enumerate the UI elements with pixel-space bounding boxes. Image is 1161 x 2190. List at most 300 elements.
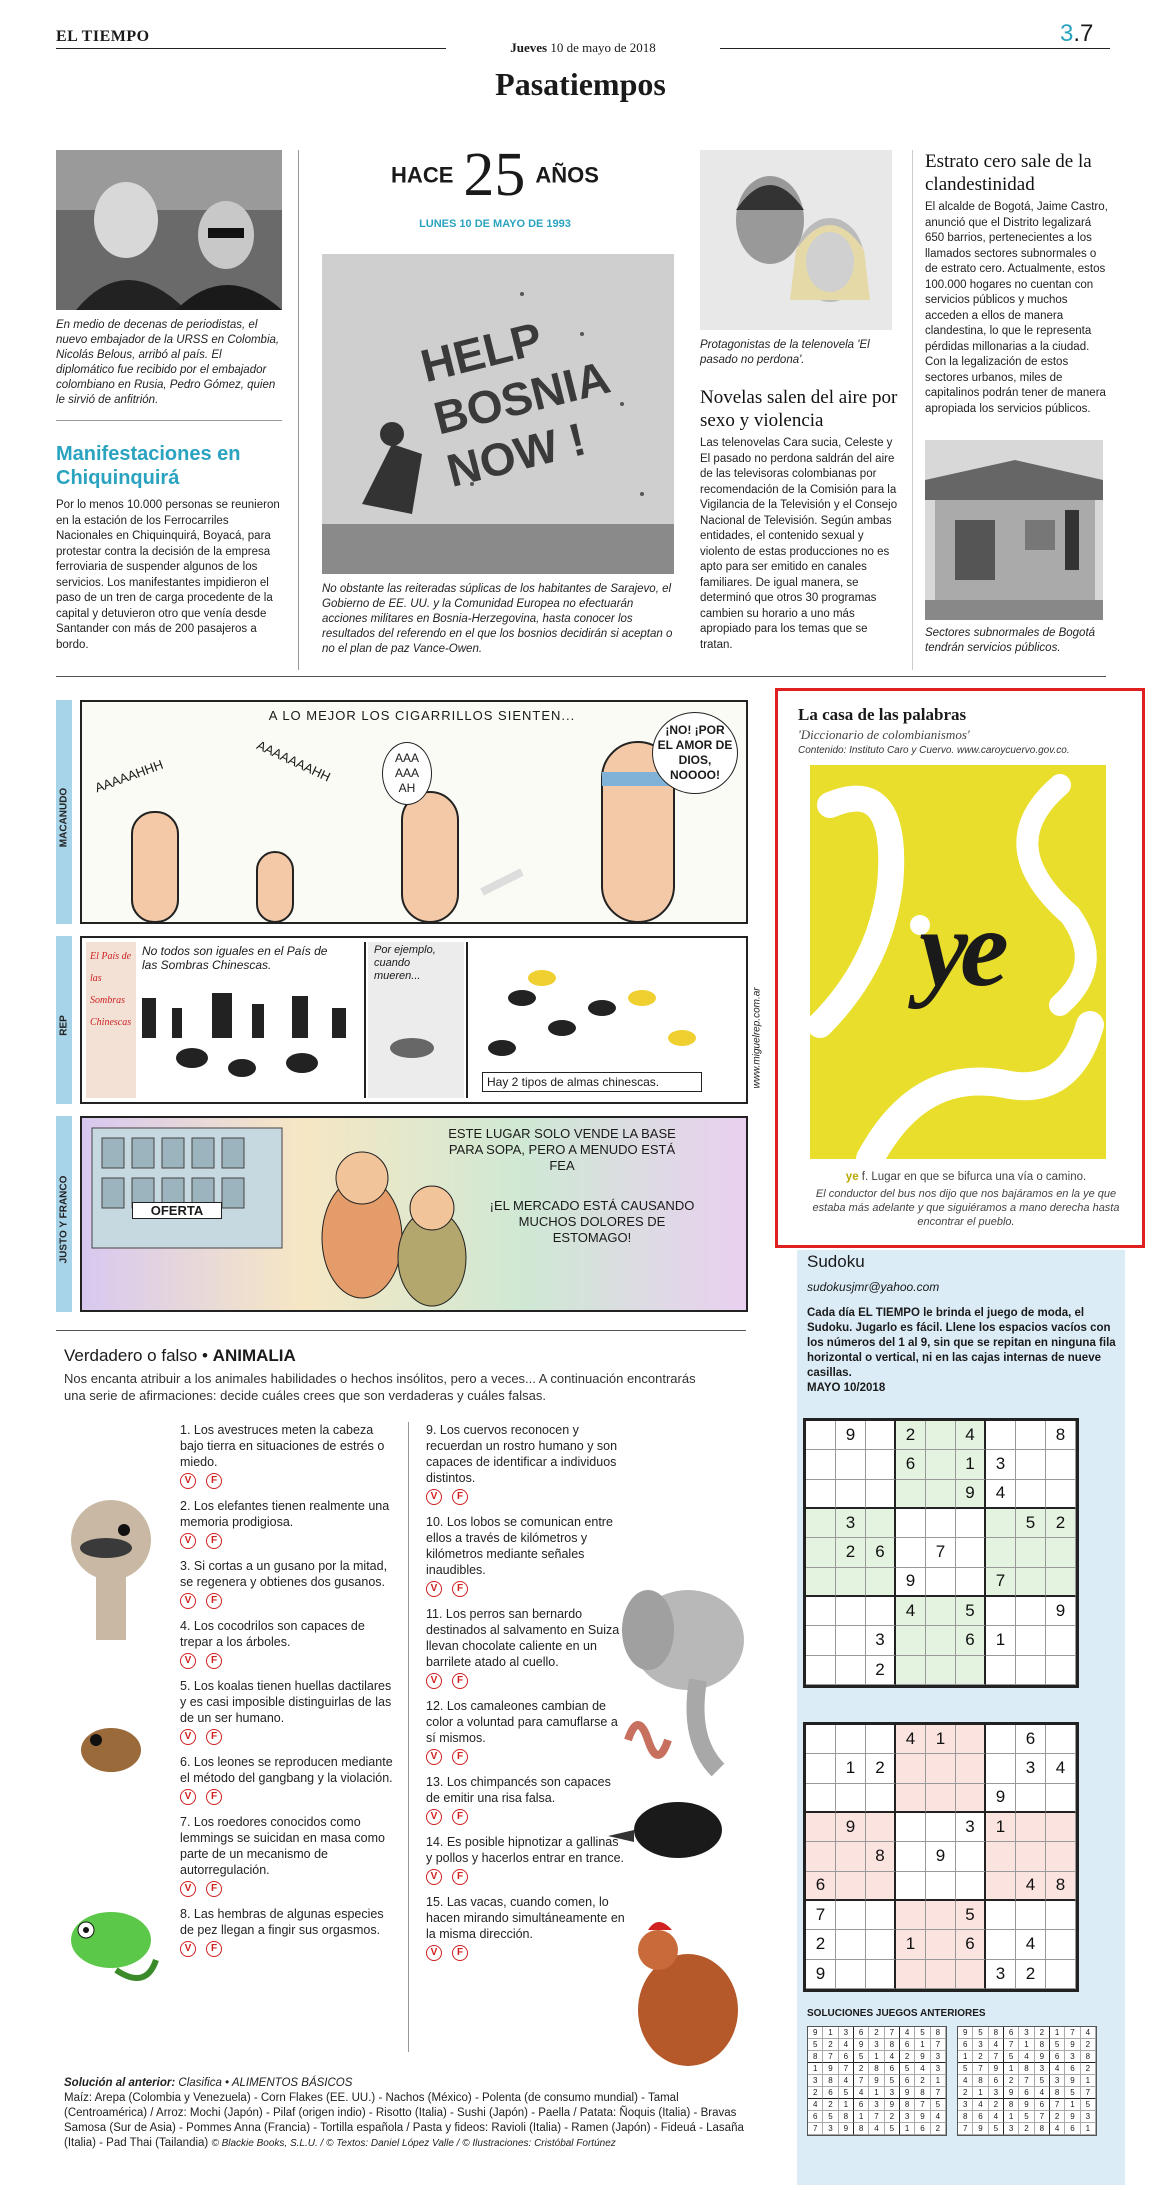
solution-cell: 2: [1019, 2123, 1034, 2135]
sudoku-cell[interactable]: 2: [866, 1754, 896, 1783]
question-text: 14. Es posible hipnotizar a gallinas y pollos y hacerlos entrar en trance.: [426, 1835, 625, 1865]
solution-cell: 6: [1019, 2087, 1034, 2099]
solution-cell: 1: [1019, 2039, 1034, 2051]
sudoku-cell[interactable]: 1: [836, 1754, 866, 1783]
ambassador-caption: En medio de decenas de periodistas, el nuevo embajador de la URSS en Colombia, Nicolás Belous, arribó al país. El diplomático fue recibido por el embajador colombiano en Rusia, Pedro Gómez, quien le sirvió de anfitrión.: [56, 319, 280, 406]
sudoku-cell[interactable]: [926, 1872, 956, 1901]
worm-icon: [628, 1725, 668, 1755]
false-option[interactable]: F: [452, 1945, 468, 1961]
solution-cell: 9: [1065, 2111, 1080, 2123]
true-option[interactable]: V: [426, 1945, 442, 1961]
sudoku-cell[interactable]: [986, 1842, 1016, 1871]
sudoku-cell[interactable]: 6: [866, 1538, 896, 1567]
sudoku-cell[interactable]: 9: [836, 1421, 866, 1450]
false-option[interactable]: F: [206, 1941, 222, 1957]
solution-cell: 4: [900, 2027, 915, 2039]
sudoku-cell[interactable]: [956, 1725, 986, 1754]
header-date: [450, 40, 716, 56]
solution-cell: 9: [915, 2111, 930, 2123]
justo-label: JUSTO Y FRANCO: [58, 1175, 70, 1264]
sudoku-cell[interactable]: [896, 1626, 926, 1655]
quiz-credits: © Blackie Books, S.L.U. / © Textos: Daniel López Valle / © Ilustraciones: Cristóbal Fortúnez: [211, 2138, 616, 2149]
solution-cell: 2: [973, 2051, 988, 2063]
quiz-question: [426, 1422, 626, 1505]
sudoku-cell[interactable]: 3: [986, 1960, 1016, 1989]
sudoku-cell[interactable]: [926, 1568, 956, 1597]
solution-cell: 6: [973, 2111, 988, 2123]
sudoku-cell[interactable]: 9: [986, 1784, 1016, 1813]
sudoku-cell[interactable]: 7: [986, 1568, 1016, 1597]
sudoku-cell[interactable]: [956, 1509, 986, 1538]
quiz-question: [426, 1834, 626, 1885]
years-number: 25: [463, 141, 526, 209]
solution-grid-1: [807, 2026, 947, 2136]
sudoku-cell[interactable]: 5: [1016, 1509, 1046, 1538]
sudoku-cell[interactable]: [1016, 1480, 1046, 1509]
false-option[interactable]: F: [452, 1581, 468, 1597]
sudoku-cell[interactable]: [926, 1960, 956, 1989]
solution-cell: 8: [958, 2111, 973, 2123]
sudoku-cell[interactable]: 2: [836, 1538, 866, 1567]
sudoku-cell[interactable]: 8: [1046, 1872, 1076, 1901]
sudoku-cell[interactable]: [1046, 1538, 1076, 1567]
true-option[interactable]: V: [180, 1789, 196, 1805]
sudoku-cell[interactable]: [806, 1656, 836, 1685]
sudoku-cell[interactable]: [1016, 1656, 1046, 1685]
quiz-question: [426, 1894, 626, 1961]
false-option[interactable]: F: [452, 1749, 468, 1765]
sudoku-cell[interactable]: 6: [806, 1872, 836, 1901]
sudoku-cell[interactable]: 3: [986, 1450, 1016, 1479]
sudoku-cell[interactable]: [926, 1509, 956, 1538]
sudoku-cell[interactable]: 4: [1016, 1872, 1046, 1901]
rep-text-2: Por ejemplo, cuando mueren...: [374, 944, 436, 982]
sudoku-cell[interactable]: [986, 1421, 1016, 1450]
solution-cell: 2: [885, 2111, 900, 2123]
section-divider: [56, 676, 1106, 677]
solution-cell: 3: [931, 2051, 946, 2063]
sudoku-cell[interactable]: 4: [1046, 1754, 1076, 1783]
sudoku-cell[interactable]: [1016, 1813, 1046, 1842]
sudoku-cell[interactable]: [986, 1725, 1016, 1754]
quiz-question: [426, 1606, 626, 1689]
sudoku-cell[interactable]: 4: [956, 1421, 986, 1450]
sudoku-cell[interactable]: 8: [866, 1842, 896, 1871]
solutions-title: SOLUCIONES JUEGOS ANTERIORES: [807, 2008, 986, 2019]
sudoku-cell[interactable]: [926, 1901, 956, 1930]
crow-icon: [608, 1802, 722, 1858]
sudoku-cell[interactable]: [1016, 1421, 1046, 1450]
true-false-options: [426, 1809, 626, 1825]
sudoku-cell[interactable]: [866, 1813, 896, 1842]
palabra-title: La casa de las palabras: [798, 705, 967, 724]
true-option[interactable]: V: [180, 1881, 196, 1897]
true-option[interactable]: V: [180, 1593, 196, 1609]
question-text: 10. Los lobos se comunican entre ellos a través de kilómetros y kilómetros mediante señales inaudibles.: [426, 1515, 613, 1577]
sudoku-cell[interactable]: [866, 1725, 896, 1754]
sudoku-cell[interactable]: [926, 1597, 956, 1626]
solution-cell: 8: [915, 2087, 930, 2099]
solution-cell: 3: [1019, 2027, 1034, 2039]
sudoku-cell[interactable]: [866, 1930, 896, 1959]
solution-cell: 3: [1081, 2111, 1096, 2123]
sudoku-cell[interactable]: [1016, 1597, 1046, 1626]
sudoku-cell[interactable]: [926, 1450, 956, 1479]
solution-cell: 9: [839, 2123, 854, 2135]
sudoku-panel: [797, 1250, 1125, 2185]
solution-cell: 8: [823, 2075, 838, 2087]
sudoku-cell[interactable]: 7: [926, 1538, 956, 1567]
true-false-options: [180, 1729, 400, 1745]
sudoku-cell[interactable]: [806, 1842, 836, 1871]
quiz-title: [64, 1346, 296, 1366]
false-option[interactable]: F: [452, 1809, 468, 1825]
solution-cell: 1: [915, 2039, 930, 2051]
sudoku-cell[interactable]: 6: [956, 1626, 986, 1655]
sudoku-cell[interactable]: [986, 1754, 1016, 1783]
sudoku-cell[interactable]: [836, 1480, 866, 1509]
quiz-question: [180, 1498, 400, 1549]
sudoku-cell[interactable]: 1: [896, 1930, 926, 1959]
solution-cell: 6: [989, 2075, 1004, 2087]
sudoku-cell[interactable]: [866, 1901, 896, 1930]
sudoku-cell[interactable]: 4: [986, 1480, 1016, 1509]
estrato-title: Estrato cero sale de la clandestinidad: [925, 151, 1092, 195]
sudoku-cell[interactable]: [896, 1813, 926, 1842]
sudoku-cell[interactable]: 1: [986, 1626, 1016, 1655]
quiz-question: [426, 1698, 626, 1765]
sudoku-cell[interactable]: 2: [866, 1656, 896, 1685]
false-option[interactable]: F: [206, 1881, 222, 1897]
false-option[interactable]: F: [206, 1653, 222, 1669]
false-option[interactable]: F: [452, 1869, 468, 1885]
manif-body: Por lo menos 10.000 personas se reunieron en la estación de los Ferrocarriles Nacionales en Chiquinquirá, Boyacá, para protestar contra la decisión de la empresa ferroviaria de suspender algunos de los servicios. Los manifestantes impidieron el paso de un tren de carga procedente de la capital y detuvieron otro que venía desde Santander con más de 200 pasajeros a bordo.: [56, 499, 280, 651]
question-text: 8. Las hembras de algunas especies de pez llegan a fingir sus orgasmos.: [180, 1907, 384, 1937]
sudoku-cell[interactable]: [836, 1450, 866, 1479]
false-option[interactable]: F: [206, 1729, 222, 1745]
false-option[interactable]: F: [206, 1533, 222, 1549]
quiz-title-a: Verdadero o falso •: [64, 1346, 213, 1365]
sudoku-cell[interactable]: [866, 1450, 896, 1479]
solution-cell: 7: [869, 2111, 884, 2123]
sudoku-cell[interactable]: [896, 1901, 926, 1930]
solution-cell: 3: [1004, 2123, 1019, 2135]
sudoku-cell[interactable]: [836, 1568, 866, 1597]
sudoku-cell[interactable]: 6: [896, 1450, 926, 1479]
sudoku-cell[interactable]: 9: [926, 1842, 956, 1871]
sudoku-cell[interactable]: 3: [866, 1626, 896, 1655]
sudoku-cell[interactable]: [806, 1784, 836, 1813]
sudoku-cell[interactable]: [1046, 1813, 1076, 1842]
sudoku-cell[interactable]: [956, 1872, 986, 1901]
sudoku-cell[interactable]: 3: [956, 1813, 986, 1842]
sudoku-cell[interactable]: 7: [806, 1901, 836, 1930]
sudoku-cell[interactable]: [866, 1568, 896, 1597]
sudoku-cell[interactable]: [806, 1597, 836, 1626]
sudoku-cell[interactable]: [836, 1930, 866, 1959]
sudoku-cell[interactable]: [986, 1872, 1016, 1901]
sudoku-cell[interactable]: 3: [1016, 1754, 1046, 1783]
solution-cell: 7: [839, 2063, 854, 2075]
sudoku-cell[interactable]: [926, 1626, 956, 1655]
sudoku-cell[interactable]: [1016, 1538, 1046, 1567]
question-text: 3. Si cortas a un gusano por la mitad, se regenera y obtienes dos gusanos.: [180, 1559, 388, 1589]
sudoku-cell[interactable]: [1046, 1626, 1076, 1655]
sudoku-cell[interactable]: 2: [806, 1930, 836, 1959]
solution-cell: 7: [931, 2039, 946, 2051]
justo-balloon-1: ESTE LUGAR SOLO VENDE LA BASE PARA SOPA, PERO A MENUDO ESTÁ FEA: [448, 1126, 676, 1173]
sudoku-cell[interactable]: [836, 1626, 866, 1655]
sudoku-cell[interactable]: [836, 1656, 866, 1685]
solution-cell: 2: [1050, 2111, 1065, 2123]
true-option[interactable]: V: [180, 1653, 196, 1669]
solution-cell: 3: [839, 2027, 854, 2039]
sudoku-cell[interactable]: [1046, 1842, 1076, 1871]
question-text: 15. Las vacas, cuando comen, lo hacen mirando simultáneamente en la misma dirección.: [426, 1895, 625, 1941]
true-option[interactable]: V: [180, 1533, 196, 1549]
false-option[interactable]: F: [452, 1673, 468, 1689]
sudoku-cell[interactable]: 6: [956, 1930, 986, 1959]
sudoku-cell[interactable]: [806, 1421, 836, 1450]
solution-cell: 6: [1050, 2051, 1065, 2063]
page-number-a: 3: [1060, 20, 1074, 47]
sudoku-cell[interactable]: [986, 1597, 1016, 1626]
solution-cell: 3: [808, 2075, 823, 2087]
true-option[interactable]: V: [426, 1581, 442, 1597]
sudoku-cell[interactable]: [836, 1872, 866, 1901]
solution-grid-2: [957, 2026, 1097, 2136]
sudoku-cell[interactable]: [926, 1930, 956, 1959]
sudoku-cell[interactable]: [926, 1784, 956, 1813]
solution-cell: 3: [1035, 2063, 1050, 2075]
sudoku-cell[interactable]: 9: [806, 1960, 836, 1989]
solution-cell: 9: [885, 2099, 900, 2111]
true-option[interactable]: V: [426, 1869, 442, 1885]
sudoku-cell[interactable]: [836, 1960, 866, 1989]
sudoku-cell[interactable]: [1046, 1568, 1076, 1597]
true-option[interactable]: V: [426, 1749, 442, 1765]
sudoku-cell[interactable]: 1: [986, 1813, 1016, 1842]
sudoku-cell[interactable]: 8: [1046, 1421, 1076, 1450]
sudoku-cell[interactable]: [866, 1784, 896, 1813]
false-option[interactable]: F: [206, 1473, 222, 1489]
novela-caption: Protagonistas de la telenovela 'El pasado no perdona'.: [700, 339, 870, 366]
solution-cell: 3: [869, 2099, 884, 2111]
sudoku-cell[interactable]: 4: [1016, 1930, 1046, 1959]
solution-cell: 9: [958, 2027, 973, 2039]
sudoku-cell[interactable]: [896, 1509, 926, 1538]
comic-macanudo: [80, 700, 748, 924]
solution-cell: 4: [869, 2123, 884, 2135]
bosnia-graffiti: HELP BOSNIA NOW !: [415, 312, 614, 497]
sudoku-cell[interactable]: [1016, 1842, 1046, 1871]
solution-cell: 9: [869, 2075, 884, 2087]
sudoku-cell[interactable]: [956, 1960, 986, 1989]
sudoku-cell[interactable]: [1046, 1930, 1076, 1959]
sudoku-cell[interactable]: [1016, 1784, 1046, 1813]
sudoku-cell[interactable]: [836, 1784, 866, 1813]
quiz-solution: [64, 2076, 754, 2151]
sudoku-cell[interactable]: 9: [1046, 1597, 1076, 1626]
sudoku-cell[interactable]: 2: [896, 1421, 926, 1450]
sudoku-cell[interactable]: 9: [896, 1568, 926, 1597]
novela-body: Las telenovelas Cara sucia, Celeste y El pasado no perdona saldrán del aire de las televisoras colombianas por recomendación de la Comisión para la Vigilancia de la Televisión y el Consejo Nacional de Televisión. Según ambas entidades, el contenido sexual y violento de estas producciones no es apto para ser emitido en canales familiares. De igual manera, se determinó que otros 30 programas cambien su horario a uno más apropiado para los temas que se tratan.: [700, 437, 898, 651]
sudoku-cell[interactable]: [956, 1538, 986, 1567]
sudoku-cell[interactable]: [806, 1538, 836, 1567]
solution-cell: 7: [1050, 2099, 1065, 2111]
solution-cell: 7: [808, 2123, 823, 2135]
sudoku-cell[interactable]: [1016, 1568, 1046, 1597]
sudoku-cell[interactable]: [836, 1597, 866, 1626]
solution-cell: 3: [823, 2123, 838, 2135]
sudoku-cell[interactable]: [896, 1656, 926, 1685]
sudoku-cell[interactable]: [866, 1421, 896, 1450]
sudoku-cell[interactable]: 2: [1046, 1509, 1076, 1538]
sudoku-cell[interactable]: 1: [956, 1450, 986, 1479]
sudoku-cell[interactable]: [986, 1901, 1016, 1930]
macanudo-title: A LO MEJOR LOS CIGARRILLOS SIENTEN...: [268, 708, 576, 723]
true-false-options: [426, 1869, 626, 1885]
sudoku-cell[interactable]: [986, 1930, 1016, 1959]
true-option[interactable]: V: [180, 1729, 196, 1745]
page-number-b: .7: [1073, 20, 1094, 47]
sudoku-cell[interactable]: [1046, 1480, 1076, 1509]
sudoku-cell[interactable]: [926, 1480, 956, 1509]
solution-cell: 6: [1035, 2099, 1050, 2111]
true-option[interactable]: V: [426, 1673, 442, 1689]
anos-label: AÑOS: [535, 162, 599, 188]
sudoku-cell[interactable]: [806, 1813, 836, 1842]
solution-cell: 5: [915, 2027, 930, 2039]
sudoku-cell[interactable]: [986, 1656, 1016, 1685]
false-option[interactable]: F: [206, 1593, 222, 1609]
sudoku-cell[interactable]: 5: [956, 1901, 986, 1930]
sudoku-cell[interactable]: [806, 1480, 836, 1509]
sudoku-cell[interactable]: [1016, 1626, 1046, 1655]
koala-icon: [81, 1728, 141, 1772]
true-option[interactable]: V: [426, 1489, 442, 1505]
solution-cell: 1: [900, 2123, 915, 2135]
solution-text: Maíz: Arepa (Colombia y Venezuela) - Corn Flakes (EE. UU.) - Nachos (México) - Polenta (de consumo mundial) - Tamal (Centroamérica) / Arroz: Mochi (Japón) - Pilaf (origen indio) - Risotto (Italia) - Sushi (Japón) - Paella / Patata: Ñoquis (Italia) - Bravas Samosa (Sur de Asia) - Pommes Anna (Francia) - Tortilla española / Pasta y fideos: Ravioli (Italia) - Ramen (Japón) - Fideuá - Lasaña (Italia) - Pad Thai (Tailandia): [64, 2092, 744, 2149]
solution-cell: 2: [1035, 2027, 1050, 2039]
true-option[interactable]: V: [180, 1941, 196, 1957]
masthead: EL TIEMPO: [56, 28, 150, 45]
sudoku-cell[interactable]: [896, 1784, 926, 1813]
sudoku-cell[interactable]: 4: [896, 1597, 926, 1626]
solution-cell: 3: [900, 2111, 915, 2123]
hace-25-heading: [310, 140, 680, 211]
sudoku-cell[interactable]: 9: [956, 1480, 986, 1509]
sudoku-cell[interactable]: [896, 1960, 926, 1989]
sudoku-cell[interactable]: [836, 1901, 866, 1930]
sudoku-cell[interactable]: 1: [926, 1725, 956, 1754]
sudoku-cell[interactable]: [896, 1538, 926, 1567]
sudoku-cell[interactable]: [1046, 1784, 1076, 1813]
solution-cell: 1: [869, 2087, 884, 2099]
sudoku-cell[interactable]: [866, 1960, 896, 1989]
solution-cell: 9: [1065, 2039, 1080, 2051]
sudoku-cell[interactable]: [866, 1509, 896, 1538]
sudoku-cell[interactable]: [896, 1754, 926, 1783]
sudoku-cell[interactable]: 5: [956, 1597, 986, 1626]
sudoku-cell[interactable]: [956, 1784, 986, 1813]
question-text: 6. Los leones se reproducen mediante el método del gangbang y la violación.: [180, 1755, 393, 1785]
sudoku-cell[interactable]: [956, 1754, 986, 1783]
photo-novela: [700, 150, 892, 330]
false-option[interactable]: F: [452, 1489, 468, 1505]
false-option[interactable]: F: [206, 1789, 222, 1805]
sudoku-cell[interactable]: [926, 1421, 956, 1450]
sudoku-cell[interactable]: [956, 1842, 986, 1871]
sudoku-cell[interactable]: [866, 1872, 896, 1901]
solution-cell: 8: [1035, 2039, 1050, 2051]
sudoku-cell[interactable]: [1046, 1450, 1076, 1479]
sudoku-cell[interactable]: [956, 1568, 986, 1597]
sudoku-cell[interactable]: [806, 1626, 836, 1655]
sudoku-cell[interactable]: [866, 1480, 896, 1509]
rep-text-3: Hay 2 tipos de almas chinescas.: [482, 1072, 702, 1092]
sudoku-cell[interactable]: [986, 1538, 1016, 1567]
sudoku-cell[interactable]: [806, 1450, 836, 1479]
solution-cell: 6: [1065, 2063, 1080, 2075]
solution-cell: 6: [915, 2123, 930, 2135]
page-number: [1060, 20, 1093, 48]
solution-cell: 3: [989, 2087, 1004, 2099]
sudoku-grid-1: [803, 1418, 1079, 1688]
sudoku-cell[interactable]: [806, 1725, 836, 1754]
sudoku-cell[interactable]: 3: [836, 1509, 866, 1538]
true-false-options: [426, 1581, 626, 1597]
sudoku-cell[interactable]: [806, 1754, 836, 1783]
sudoku-cell[interactable]: [836, 1725, 866, 1754]
sudoku-cell[interactable]: [1046, 1725, 1076, 1754]
sudoku-cell[interactable]: [1046, 1656, 1076, 1685]
sudoku-cell[interactable]: [806, 1509, 836, 1538]
solution-cell: 6: [958, 2039, 973, 2051]
solution-cell: 6: [808, 2111, 823, 2123]
sudoku-cell[interactable]: [926, 1813, 956, 1842]
sudoku-cell[interactable]: [1046, 1960, 1076, 1989]
true-false-options: [180, 1653, 400, 1669]
solution-cell: 5: [1081, 2099, 1096, 2111]
sudoku-cell[interactable]: [866, 1597, 896, 1626]
solution-cell: 1: [839, 2099, 854, 2111]
sudoku-cell[interactable]: [896, 1872, 926, 1901]
sudoku-cell[interactable]: 6: [1016, 1725, 1046, 1754]
true-option[interactable]: V: [180, 1473, 196, 1489]
true-false-options: [426, 1945, 626, 1961]
sudoku-cell[interactable]: [1016, 1450, 1046, 1479]
sudoku-cell[interactable]: 9: [836, 1813, 866, 1842]
solution-cell: 4: [1050, 2063, 1065, 2075]
sudoku-cell[interactable]: [926, 1754, 956, 1783]
comic-justo-y-franco: [80, 1116, 748, 1312]
true-option[interactable]: V: [426, 1809, 442, 1825]
sudoku-cell[interactable]: [836, 1842, 866, 1871]
sudoku-cell[interactable]: [1046, 1901, 1076, 1930]
sudoku-cell[interactable]: [1016, 1901, 1046, 1930]
sudoku-cell[interactable]: [896, 1480, 926, 1509]
sudoku-cell[interactable]: [986, 1509, 1016, 1538]
sudoku-cell[interactable]: 2: [1016, 1960, 1046, 1989]
sudoku-cell[interactable]: [896, 1842, 926, 1871]
solution-cell: 4: [839, 2039, 854, 2051]
sudoku-cell[interactable]: [926, 1656, 956, 1685]
sudoku-cell[interactable]: [956, 1656, 986, 1685]
sudoku-cell[interactable]: [806, 1568, 836, 1597]
sudoku-cell[interactable]: 4: [896, 1725, 926, 1754]
macanudo-balloon-1: AAAAAHHH: [92, 756, 166, 796]
